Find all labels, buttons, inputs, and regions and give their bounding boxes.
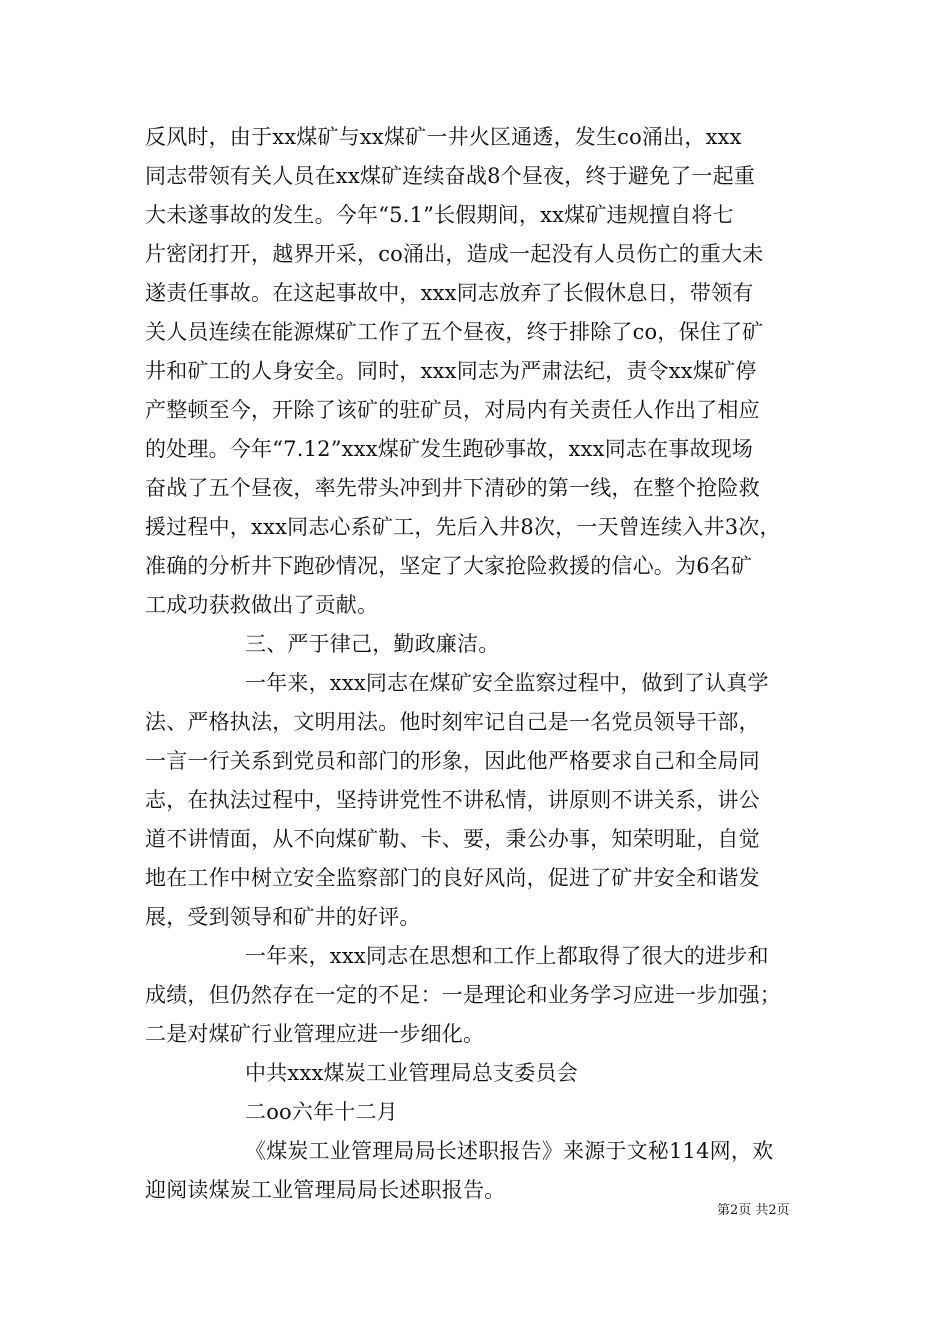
- body-line: 一言一行关系到党员和部门的形象，因此他严格要求自己和全局同: [145, 749, 760, 773]
- body-line: 的处理。今年“7.12”xxx煤矿发生跑砂事故，xxx同志在事故现场: [145, 437, 754, 461]
- section-heading: 三、严于律己，勤政廉洁。: [245, 632, 500, 656]
- body-line: 工成功获救做出了贡献。: [145, 593, 379, 617]
- page-number: 第2页 共2页: [717, 1203, 790, 1218]
- body-line: 一年来，xxx同志在煤矿安全监察过程中，做到了认真学: [245, 671, 769, 695]
- body-line: 地在工作中树立安全监察部门的良好风尚，促进了矿井安全和谐发: [145, 866, 760, 890]
- body-line: 准确的分析井下跑砂情况，坚定了大家抢险救援的信心。为6名矿: [145, 554, 753, 578]
- body-line: 志，在执法过程中，坚持讲党性不讲私情，讲原则不讲关系，讲公: [145, 788, 760, 812]
- body-line: 展，受到领导和矿井的好评。: [145, 905, 421, 929]
- body-line: 成绩，但仍然存在一定的不足：一是理论和业务学习应进一步加强；: [145, 983, 781, 1007]
- signature-date: 二oo六年十二月: [245, 1100, 398, 1124]
- signature-organization: 中共xxx煤炭工业管理局总支委员会: [245, 1061, 578, 1085]
- body-line: 片密闭打开，越界开采，co涌出，造成一起没有人员伤亡的重大未: [145, 242, 764, 266]
- body-line: 产整顿至今，开除了该矿的驻矿员，对局内有关责任人作出了相应: [145, 398, 760, 422]
- body-line: 法、严格执法，文明用法。他时刻牢记自己是一名党员领导干部，: [145, 710, 760, 734]
- body-line: 援过程中，xxx同志心系矿工，先后入井8次，一天曾连续入井3次，: [145, 515, 781, 539]
- body-line: 一年来，xxx同志在思想和工作上都取得了很大的进步和: [245, 944, 769, 968]
- body-line: 同志带领有关人员在xx煤矿连续奋战8个昼夜，终于避免了一起重: [145, 164, 756, 188]
- source-note: 《煤炭工业管理局局长述职报告》来源于文秘114网，欢: [245, 1139, 774, 1163]
- body-line: 井和矿工的人身安全。同时，xxx同志为严肃法纪，责令xx煤矿停: [145, 359, 757, 383]
- body-line: 道不讲情面，从不向煤矿勒、卡、要，秉公办事，知荣明耻，自觉: [145, 827, 760, 851]
- body-line: 大未遂事故的发生。今年“5.1”长假期间，xx煤矿违规擅自将七: [145, 203, 734, 227]
- body-line: 奋战了五个昼夜，率先带头冲到井下清砂的第一线，在整个抢险救: [145, 476, 760, 500]
- body-line: 反风时，由于xx煤矿与xx煤矿一井火区通透，发生co涌出，xxx: [145, 125, 742, 149]
- body-line: 关人员连续在能源煤矿工作了五个昼夜，终于排除了co，保住了矿: [145, 320, 764, 344]
- body-line: 遂责任事故。在这起事故中，xxx同志放弃了长假休息日，带领有: [145, 281, 754, 305]
- source-note: 迎阅读煤炭工业管理局局长述职报告。: [145, 1178, 506, 1202]
- body-line: 二是对煤矿行业管理应进一步细化。: [145, 1022, 485, 1046]
